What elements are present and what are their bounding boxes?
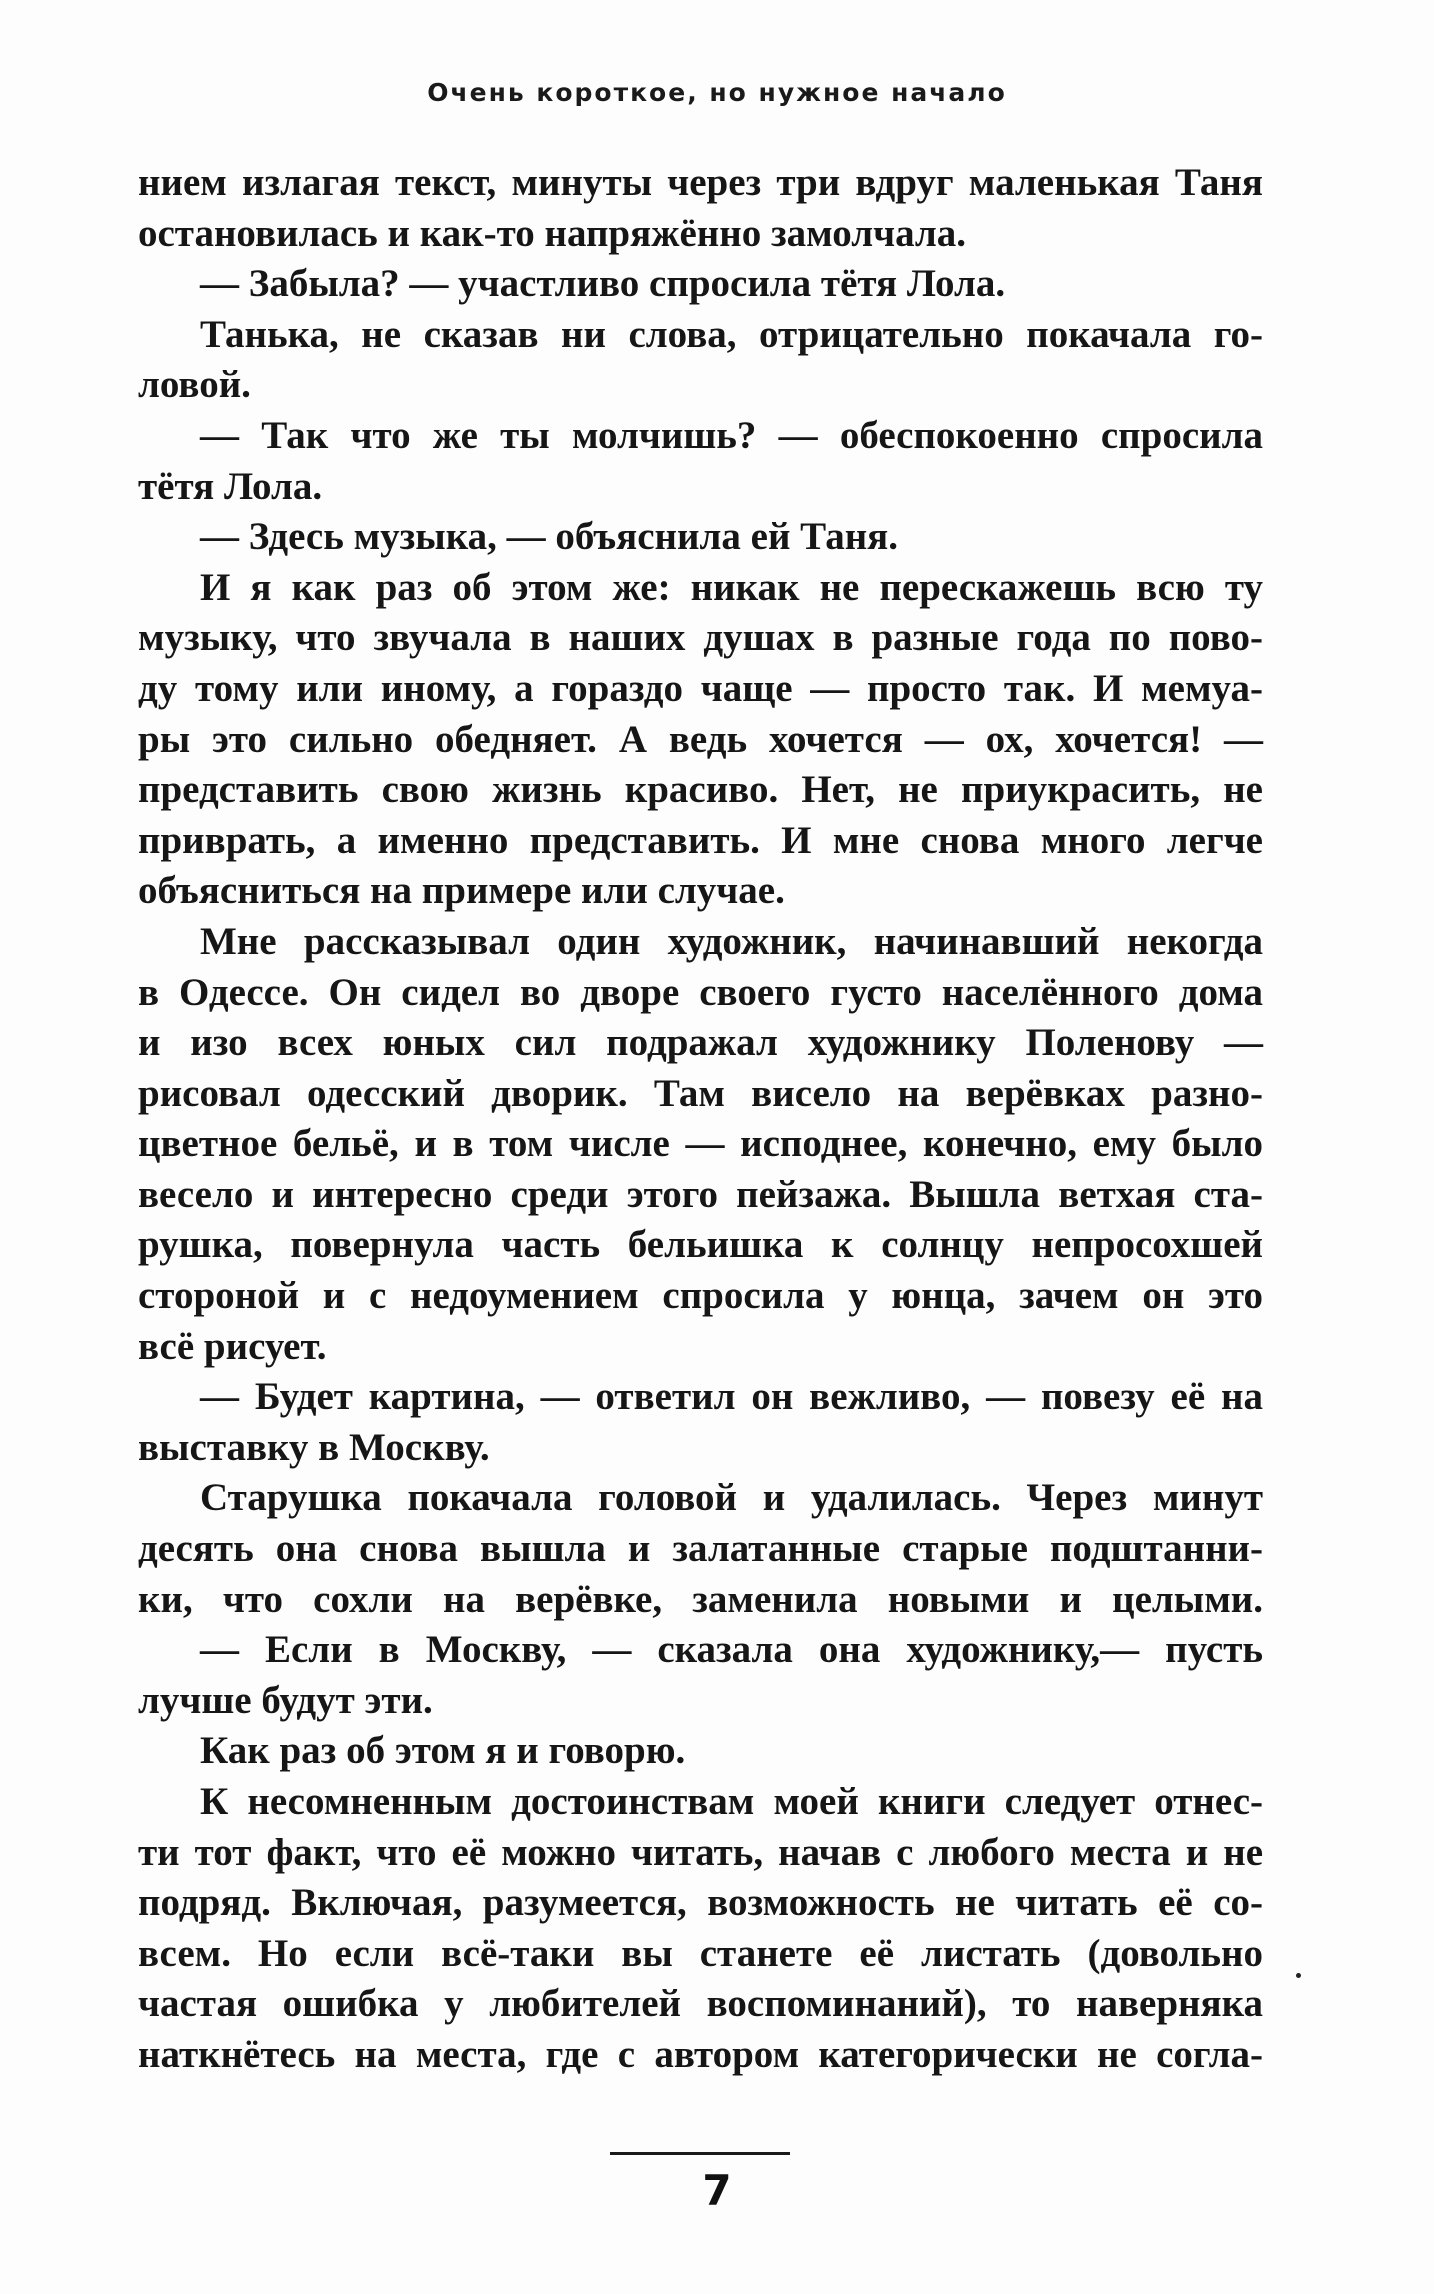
text-line: Как раз об этом я и говорю.	[200, 1729, 686, 1773]
text-line: в Одессе. Он сидел во дворе своего густо населённого дома	[138, 970, 1263, 1014]
text-line: рушка, повернула часть бельишка к солнцу непросохшей	[138, 1223, 1263, 1267]
print-speck	[1296, 1973, 1301, 1978]
text-line: музыку, что звучала в наших душах в разные года по пово-	[138, 616, 1263, 660]
text-line: объясниться на примере или случае.	[138, 869, 785, 913]
text-line: десять она снова вышла и залатанные старые подштанни-	[138, 1527, 1263, 1571]
text-line: ду тому или иному, а гораздо чаще — просто так. И мемуа-	[138, 666, 1263, 710]
text-line: И я как раз об этом же: никак не перескажешь всю ту	[200, 565, 1263, 609]
text-line: частая ошибка у любителей воспоминаний), то наверняка	[138, 1982, 1263, 2026]
text-line: нием излагая текст, минуты через три вдруг маленькая Таня	[138, 161, 1263, 204]
text-line: — Забыла? — участливо спросила тётя Лола.	[200, 262, 1006, 306]
text-line: и изо всех юных сил подражал художнику Поленову —	[138, 1021, 1263, 1065]
body-text	[138, 158, 1263, 2081]
text-line: Старушка покачала головой и удалилась. Через минут	[200, 1476, 1263, 1520]
text-line: ры это сильно обедняет. А ведь хочется — ох, хочется! —	[138, 717, 1263, 761]
text-line: лучше будут эти.	[138, 1678, 433, 1722]
text-line: весело и интересно среди этого пейзажа. Вышла ветхая ста-	[138, 1172, 1263, 1216]
text-line: выставку в Москву.	[138, 1425, 490, 1469]
text-line: К несомненным достоинствам моей книги следует отнес-	[200, 1780, 1263, 1823]
text-line: Танька, не сказав ни слова, отрицательно покачала го-	[200, 312, 1263, 356]
text-line: остановилась и как-то напряжённо замолчала.	[138, 211, 967, 255]
page-number: 7	[702, 2166, 732, 2215]
text-line: цветное бельё, и в том числе — исподнее, конечно, ему было	[138, 1122, 1263, 1166]
text-line: представить свою жизнь красиво. Нет, не приукрасить, не	[138, 768, 1263, 812]
text-line: всё рисует.	[138, 1324, 327, 1368]
text-line: — Здесь музыка, — объяснила ей Таня.	[200, 515, 899, 559]
text-line: Мне рассказывал один художник, начинавший некогда	[200, 919, 1263, 963]
text-line: тётя Лола.	[138, 464, 323, 508]
text-line: — Будет картина, — ответил он вежливо, — повезу её на	[200, 1375, 1263, 1419]
text-line: ловой.	[138, 363, 251, 407]
text-line: ки, что сохли на верёвке, заменила новыми и целыми.	[138, 1577, 1263, 1621]
text-line: рисовал одесский дворик. Там висело на верёвках разно-	[138, 1071, 1263, 1115]
text-line: — Если в Москву, — сказала она художнику,— пусть	[200, 1628, 1263, 1672]
running-head: Очень короткое, но нужное начало	[427, 78, 1007, 107]
text-line: подряд. Включая, разумеется, возможность не читать её со-	[138, 1881, 1263, 1925]
text-line: наткнётесь на места, где с автором категорически не согла-	[138, 2032, 1263, 2076]
text-line: ти тот факт, что её можно читать, начав с любого места и не	[138, 1830, 1263, 1874]
footer-rule	[610, 2152, 790, 2155]
text-line: всем. Но если всё-таки вы станете её листать (довольно	[138, 1931, 1263, 1975]
text-line: — Так что же ты молчишь? — обеспокоенно спросила	[200, 413, 1263, 457]
text-line: приврать, а именно представить. И мне снова много легче	[138, 818, 1263, 862]
text-line: стороной и с недоумением спросила у юнца, зачем он это	[138, 1274, 1263, 1318]
